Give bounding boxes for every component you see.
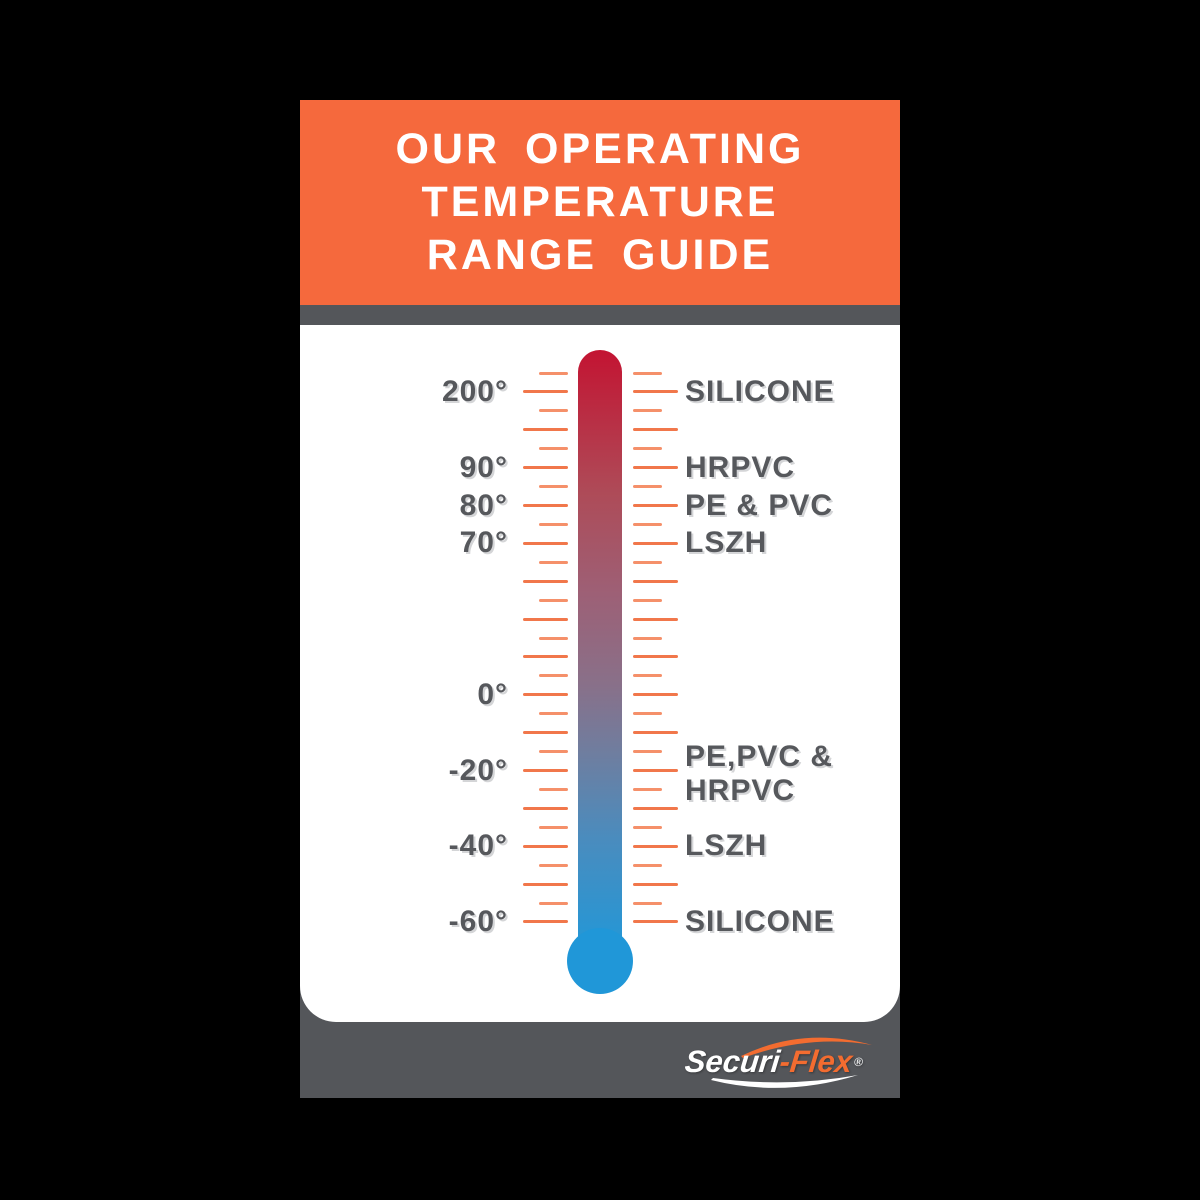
scale-tick-left [539, 864, 568, 867]
scale-tick-right [633, 523, 662, 526]
material-label [685, 526, 767, 560]
scale-tick-right [633, 485, 662, 488]
scale-tick-left [523, 618, 568, 621]
registered-mark: ® [853, 1055, 864, 1069]
scale-tick-right [633, 428, 678, 431]
scale-tick-right [633, 618, 678, 621]
temperature-label: 200° [441, 374, 508, 408]
temperature-label: 80° [459, 488, 508, 522]
logo-text-securi: Securi [683, 1044, 782, 1079]
material-label [685, 829, 767, 863]
material-label-line: HRPVC [685, 773, 796, 807]
material-label [685, 905, 835, 939]
thermometer-bulb [567, 928, 633, 994]
scale-tick-left [539, 712, 568, 715]
poster-header [300, 100, 900, 305]
scale-tick-right [633, 466, 678, 469]
securiflex-logo [675, 1028, 895, 1094]
scale-tick-right [633, 637, 662, 640]
scale-tick-right [633, 902, 662, 905]
thermometer-card [300, 325, 900, 1022]
scale-tick-right [633, 807, 678, 810]
scale-tick-left [539, 750, 568, 753]
scale-tick-left [523, 731, 568, 734]
scale-tick-right [633, 883, 678, 886]
scale-tick-right [633, 864, 662, 867]
material-label-line: PE & PVC [685, 488, 834, 522]
scale-tick-left [539, 372, 568, 375]
poster-body [300, 325, 900, 1098]
scale-tick-left [523, 542, 568, 545]
scale-tick-left [539, 561, 568, 564]
scale-tick-left [539, 902, 568, 905]
scale-tick-left [523, 883, 568, 886]
header-divider-strip [300, 305, 900, 325]
logo-text-flex: -Flex [777, 1044, 855, 1079]
material-label-line: LSZH [685, 526, 768, 560]
header-title-line-1: OUR OPERATING [395, 125, 805, 173]
scale-tick-right [633, 788, 662, 791]
scale-tick-left [523, 769, 568, 772]
scale-tick-left [539, 826, 568, 829]
scale-tick-right [633, 409, 662, 412]
material-label-line: HRPVC [685, 450, 796, 484]
scale-tick-right [633, 390, 678, 393]
scale-tick-left [539, 485, 568, 488]
material-label [685, 375, 835, 409]
temperature-guide-poster [300, 100, 900, 1098]
scale-tick-right [633, 826, 662, 829]
material-label-line: SILICONE [685, 904, 835, 938]
material-label-line: SILICONE [685, 374, 835, 408]
scale-tick-right [633, 447, 662, 450]
scale-tick-left [539, 523, 568, 526]
scale-tick-right [633, 769, 678, 772]
scale-tick-left [523, 655, 568, 658]
scale-tick-left [523, 920, 568, 923]
scale-tick-right [633, 731, 678, 734]
scale-tick-right [633, 712, 662, 715]
scale-tick-right [633, 599, 662, 602]
scale-tick-right [633, 580, 678, 583]
material-label [685, 740, 833, 808]
temperature-label: -20° [448, 753, 508, 787]
scale-tick-left [523, 807, 568, 810]
header-title-line-2: TEMPERATURE [421, 178, 779, 226]
scale-tick-left [539, 409, 568, 412]
poster-footer [300, 1022, 900, 1098]
header-title-line-3: RANGE GUIDE [426, 231, 774, 279]
scale-tick-right [633, 693, 678, 696]
material-label [685, 489, 833, 523]
scale-tick-left [539, 599, 568, 602]
scale-tick-right [633, 750, 662, 753]
scale-tick-left [539, 447, 568, 450]
material-label-line: LSZH [685, 829, 768, 863]
temperature-label: -40° [448, 829, 508, 863]
scale-tick-left [539, 637, 568, 640]
scale-tick-right [633, 561, 662, 564]
scale-tick-left [523, 466, 568, 469]
scale-tick-left [523, 580, 568, 583]
thermometer-tube [578, 350, 622, 946]
scale-tick-left [539, 674, 568, 677]
scale-tick-left [523, 693, 568, 696]
scale-tick-left [523, 845, 568, 848]
temperature-label: 0° [477, 677, 508, 711]
scale-tick-right [633, 655, 678, 658]
temperature-label: -60° [448, 904, 508, 938]
scale-tick-right [633, 845, 678, 848]
scale-tick-right [633, 504, 678, 507]
scale-tick-left [523, 390, 568, 393]
scale-tick-left [539, 788, 568, 791]
scale-tick-left [523, 428, 568, 431]
logo-wordmark [683, 1044, 865, 1080]
scale-tick-right [633, 542, 678, 545]
scale-tick-right [633, 920, 678, 923]
scale-tick-right [633, 372, 662, 375]
temperature-label: 70° [459, 526, 508, 560]
scale-tick-right [633, 674, 662, 677]
temperature-label: 90° [459, 450, 508, 484]
material-label [685, 451, 795, 485]
scale-tick-left [523, 504, 568, 507]
material-label-line: PE,PVC & [685, 739, 834, 773]
